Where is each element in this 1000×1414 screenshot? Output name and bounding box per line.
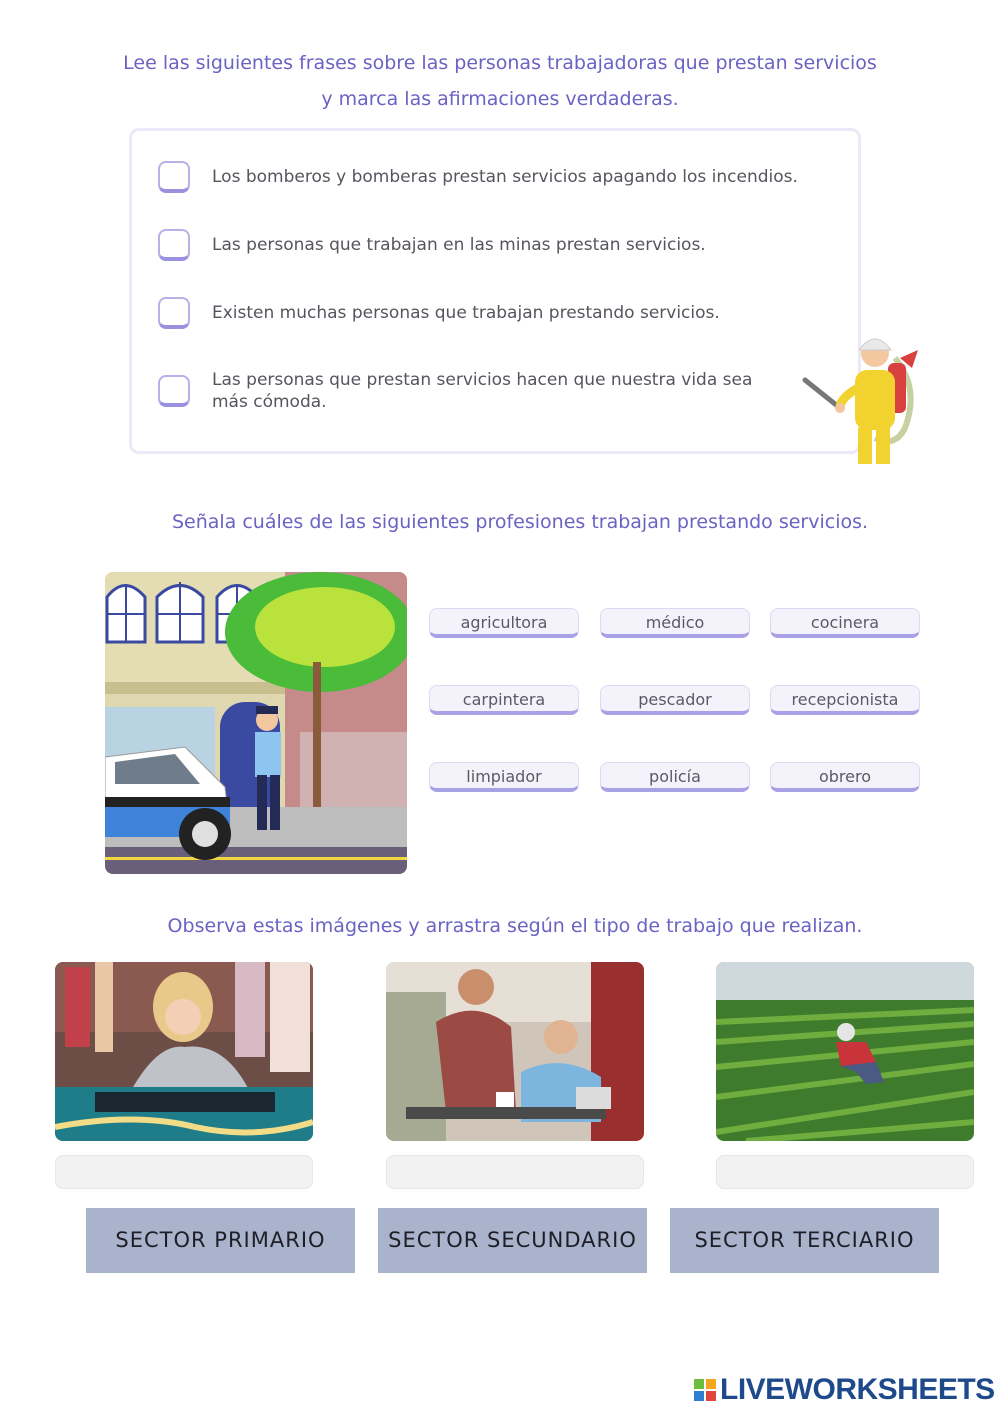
logo-icon [694, 1379, 716, 1401]
dropzone-3[interactable] [716, 1155, 974, 1189]
logo-text: LIVEWORKSHEETS [720, 1373, 995, 1406]
checkbox-1[interactable] [158, 161, 190, 193]
checkbox-4[interactable] [158, 375, 190, 407]
statements-box [129, 128, 861, 454]
profession-chip-cocinera[interactable]: cocinera [770, 608, 920, 638]
statement-text-4: Las personas que prestan servicios hacen que nuestra vida sea más cómoda. [212, 370, 753, 412]
checkbox-3[interactable] [158, 297, 190, 329]
profession-chip-carpintera[interactable]: carpintera [429, 685, 579, 715]
statement-4[interactable] [158, 369, 792, 413]
farmer-field-photo [716, 962, 974, 1141]
profession-chip-limpiador[interactable]: limpiador [429, 762, 579, 792]
profession-chip-pescador[interactable]: pescador [600, 685, 750, 715]
statement-1[interactable] [158, 161, 842, 193]
profession-chip-agricultora[interactable]: agricultora [429, 608, 579, 638]
profession-chip-obrero[interactable]: obrero [770, 762, 920, 792]
sector-terciario-card[interactable]: SECTOR TERCIARIO [670, 1208, 939, 1273]
checkbox-2[interactable] [158, 229, 190, 261]
statement-text-3: Existen muchas personas que trabajan prestando servicios. [212, 303, 720, 323]
instruction-1-line-1: Lee las siguientes frases sobre las personas trabajadoras que prestan servicios [123, 52, 877, 74]
profession-chip-recepcionista[interactable]: recepcionista [770, 685, 920, 715]
dropzone-1[interactable] [55, 1155, 313, 1189]
statement-text-2: Las personas que trabajan en las minas prestan servicios. [212, 235, 706, 255]
statement-2[interactable] [158, 229, 842, 261]
instruction-1 [0, 45, 1000, 117]
police-street-illustration [105, 572, 407, 874]
profession-chip-medico[interactable]: médico [600, 608, 750, 638]
profession-chip-policia[interactable]: policía [600, 762, 750, 792]
cafe-waiter-photo [386, 962, 644, 1141]
firefighter-illustration [800, 328, 925, 466]
statement-3[interactable] [158, 297, 842, 329]
instruction-3: Observa estas imágenes y arrastra según el tipo de trabajo que realizan. [167, 915, 863, 937]
sector-secundario-card[interactable]: SECTOR SECUNDARIO [378, 1208, 647, 1273]
liveworksheets-logo [694, 1374, 995, 1406]
instruction-2: Señala cuáles de las siguientes profesiones trabajan prestando servicios. [171, 511, 869, 533]
instruction-1-line-2: y marca las afirmaciones verdaderas. [321, 88, 679, 110]
tailor-photo [55, 962, 313, 1141]
sector-primario-card[interactable]: SECTOR PRIMARIO [86, 1208, 355, 1273]
dropzone-2[interactable] [386, 1155, 644, 1189]
statement-text-1: Los bomberos y bomberas prestan servicios apagando los incendios. [212, 167, 798, 187]
